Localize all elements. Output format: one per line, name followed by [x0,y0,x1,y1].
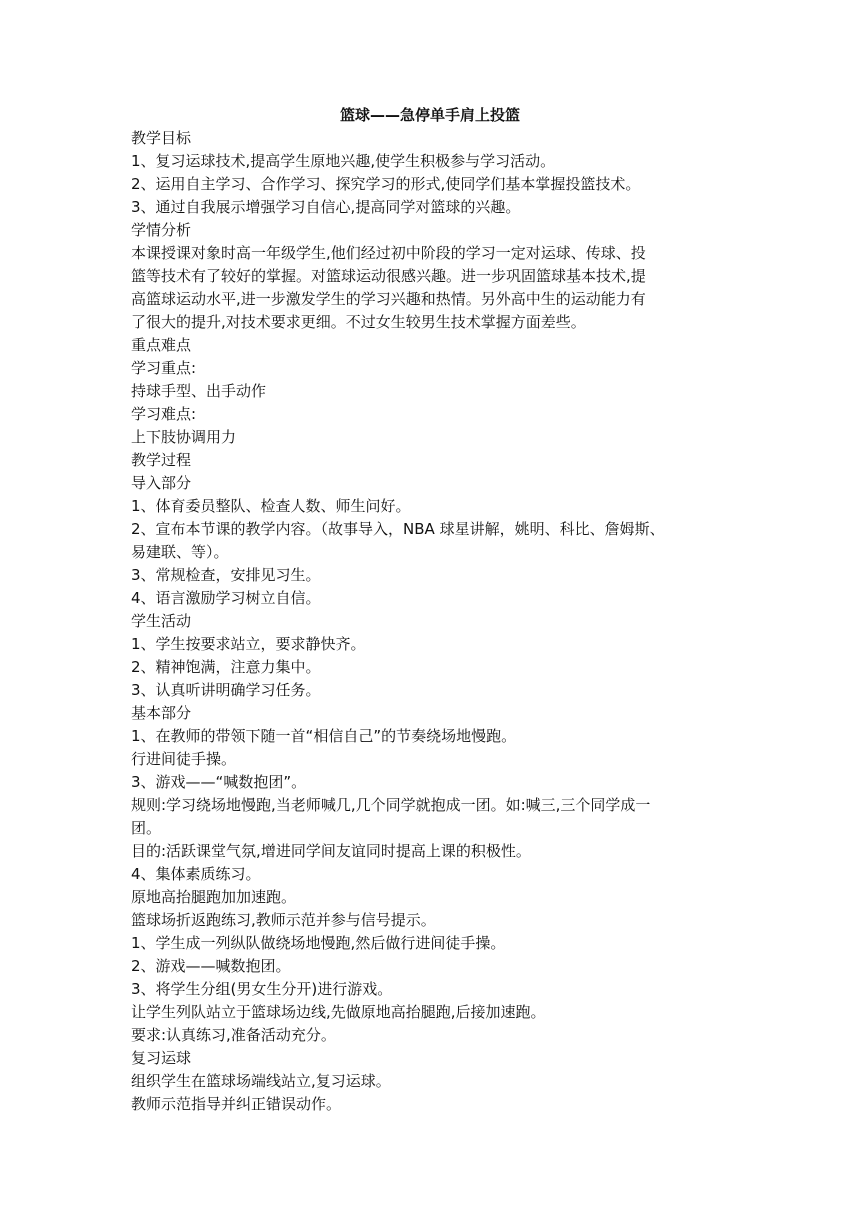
text-line: 基本部分 [131,704,192,722]
text-line: 4、语言激励学习树立自信。 [131,589,321,607]
text-line: 易建联、等）。 [131,543,229,561]
text-line: 1、复习运球技术,提高学生原地兴趣,使学生积极参与学习活动。 [131,152,556,170]
text-line: 复习运球 [131,1049,192,1067]
text-line: 团。 [131,819,162,837]
document-body [131,127,731,1116]
document-title: 篮球——急停单手肩上投篮 [339,106,520,124]
text-line: 行进间徒手操。 [131,750,237,768]
text-line: 篮球场折返跑练习,教师示范并参与信号提示。 [131,911,436,929]
text-line: 学情分析 [131,221,192,239]
text-line: 重点难点 [131,336,192,354]
text-line: 2、游戏——喊数抱团。 [131,957,291,975]
text-line: 2、宣布本节课的教学内容。（故事导入，NBA 球星讲解，姚明、科比、詹姆斯、 [131,520,665,538]
text-line: 学生活动 [131,612,192,630]
text-line: 让学生列队站立于篮球场边线,先做原地高抬腿跑,后接加速跑。 [131,1003,546,1021]
text-line: 3、认真听讲明确学习任务。 [131,681,321,699]
text-line: 2、运用自主学习、合作学习、探究学习的形式,使同学们基本掌握投篮技术。 [131,175,641,193]
text-line: 要求:认真练习,准备活动充分。 [131,1026,336,1044]
text-line: 教学目标 [131,129,192,147]
text-line: 3、常规检查，安排见习生。 [131,566,321,584]
text-line: 2、精神饱满，注意力集中。 [131,658,321,676]
text-line: 3、将学生分组(男女生分开)进行游戏。 [131,980,393,998]
text-line: 目的:活跃课堂气氛,增进同学间友谊同时提高上课的积极性。 [131,842,531,860]
text-line: 3、游戏——“喊数抱团”。 [131,773,307,791]
text-line: 教师示范指导并纠正错误动作。 [131,1095,342,1113]
text-line: 学习重点: [131,359,197,377]
text-line: 上下肢协调用力 [131,428,237,446]
text-line: 规则:学习绕场地慢跑,当老师喊几,几个同学就抱成一团。如:喊三,三个同学成一 [131,796,651,814]
text-line: 高篮球运动水平,进一步激发学生的学习兴趣和热情。另外高中生的运动能力有 [131,290,646,308]
text-line: 1、在教师的带领下随一首“相信自己”的节奏绕场地慢跑。 [131,727,517,745]
text-line: 1、体育委员整队、检查人数、师生问好。 [131,497,411,515]
text-line: 3、通过自我展示增强学习自信心,提高同学对篮球的兴趣。 [131,198,521,216]
text-line: 本课授课对象时高一年级学生,他们经过初中阶段的学习一定对运球、传球、投 [131,244,646,262]
text-line: 1、学生按要求站立，要求静快齐。 [131,635,366,653]
text-line: 4、集体素质练习。 [131,865,261,883]
text-line: 导入部分 [131,474,192,492]
text-line: 篮等技术有了较好的掌握。对篮球运动很感兴趣。进一步巩固篮球基本技术,提 [131,267,646,285]
text-line: 组织学生在篮球场端线站立,复习运球。 [131,1072,391,1090]
text-line: 1、学生成一列纵队做绕场地慢跑,然后做行进间徒手操。 [131,934,506,952]
text-line: 教学过程 [131,451,192,469]
text-line: 学习难点: [131,405,197,423]
text-line: 持球手型、出手动作 [131,382,267,400]
text-line: 原地高抬腿跑加加速跑。 [131,888,297,906]
text-line: 了很大的提升,对技术要求更细。不过女生较男生技术掌握方面差些。 [131,313,586,331]
